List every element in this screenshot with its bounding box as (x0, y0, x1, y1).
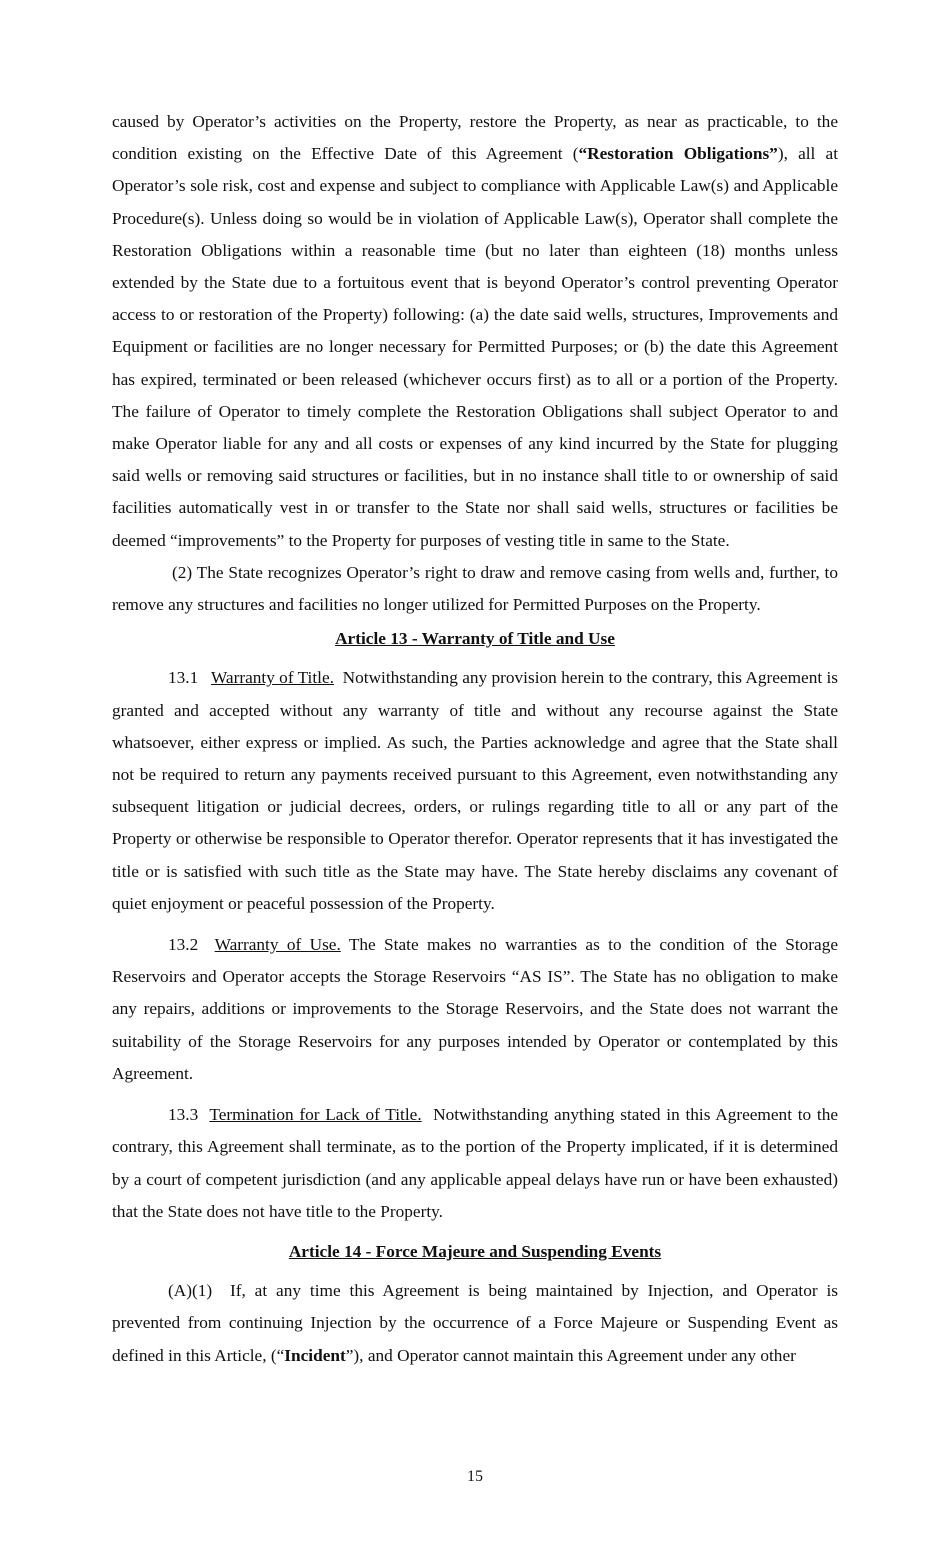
section-13-3-title: Termination for Lack of Title. (209, 1105, 422, 1125)
section-13-2: 13.2 Warranty of Use. The State makes no warranties as to the condition of the Storage Reservoirs and Operator accepts the Storage Reservoirs “AS IS”. The State has no obligation to make any repairs, additions or improvements to the Storage Reservoirs, and the State does not warrant the suitability of the Storage Reservoirs for any purposes intended by Operator or contemplated by this Agreement. (112, 935, 838, 1083)
section-14-a1: (A)(1) If, at any time this Agreement is being maintained by Injection, and Operator is prevented from continuing Injection by the occurrence of a Force Majeure or Suspending Event as defined in this Article, (“Incident”), and Operator cannot maintain this Agreement under any other (112, 1281, 839, 1365)
casing-removal-paragraph: (2) The State recognizes Operator’s right to draw and remove casing from wells and, further, to remove any structures and facilities no longer utilized for Permitted Purposes on the Property. (112, 562, 838, 615)
section-13-1: 13.1 Warranty of Title. Notwithstanding any provision herein to the contrary, this Agreement is granted and accepted without any warranty of title and without any recourse against the State whatsoever, either express or implied. As such, the Parties acknowledge and agree that the State shall not be required to return any payments received pursuant to this Agreement, even notwithstanding any subsequent litigation or judicial decrees, orders, or rulings regarding title to all or any part of the Property or otherwise be responsible to Operator therefor. Operator represents that it has investigated the title or is satisfied with such title as the State may have. The State hereby disclaims any covenant of quiet enjoyment or peaceful possession of the Property. (112, 668, 839, 913)
article-13-heading: Article 13 - Warranty of Title and Use (335, 629, 615, 649)
document-page (112, 106, 838, 1372)
article-14-heading: Article 14 - Force Majeure and Suspending Events (288, 1241, 662, 1261)
section-13-2-title: Warranty of Use. (214, 935, 341, 955)
restoration-paragraph: caused by Operator’s activities on the Property, restore the Property, as near as practicable, to the condition existing on the Effective Date of this Agreement (“Restoration Obligations”), all at Operator’s sole risk, cost and expense and subject to compliance with Applicable Law(s) and Applicable Procedure(s). Unless doing so would be in violation of Applicable Law(s), Operator shall complete the Restoration Obligations within a reasonable time (but no later than eighteen (18) months unless extended by the State due to a fortuitous event that is beyond Operator’s control preventing Operator access to or restoration of the Property) following: (a) the date said wells, structures, Improvements and Equipment or facilities are no longer necessary for Permitted Purposes; or (b) the date this Agreement has expired, terminated or been released (whichever occurs first) as to all or a portion of the Property. The failure of Operator to timely complete the Restoration Obligations shall subject Operator to and make Operator liable for any and all costs or expenses of any kind incurred by the State for plugging said wells or removing said structures or facilities, but in no instance shall title to or ownership of said facilities automatically vest in or transfer to the State nor shall said wells, structures or facilities be deemed “improvements” to the Property for purposes of vesting title in same to the State. (112, 112, 838, 550)
page-number: 15 (467, 1468, 483, 1485)
incident-term: Incident (284, 1345, 346, 1365)
section-13-1-title: Warranty of Title. (210, 668, 334, 688)
section-13-3: 13.3 Termination for Lack of Title. Notwithstanding anything stated in this Agreement to the contrary, this Agreement shall terminate, as to the portion of the Property implicated, if it is determined by a court of competent jurisdiction (and any applicable appeal delays have run or have been exhausted) that the State does not have title to the Property. (112, 1105, 839, 1221)
restoration-obligations-term: “Restoration Obligations” (578, 144, 778, 164)
